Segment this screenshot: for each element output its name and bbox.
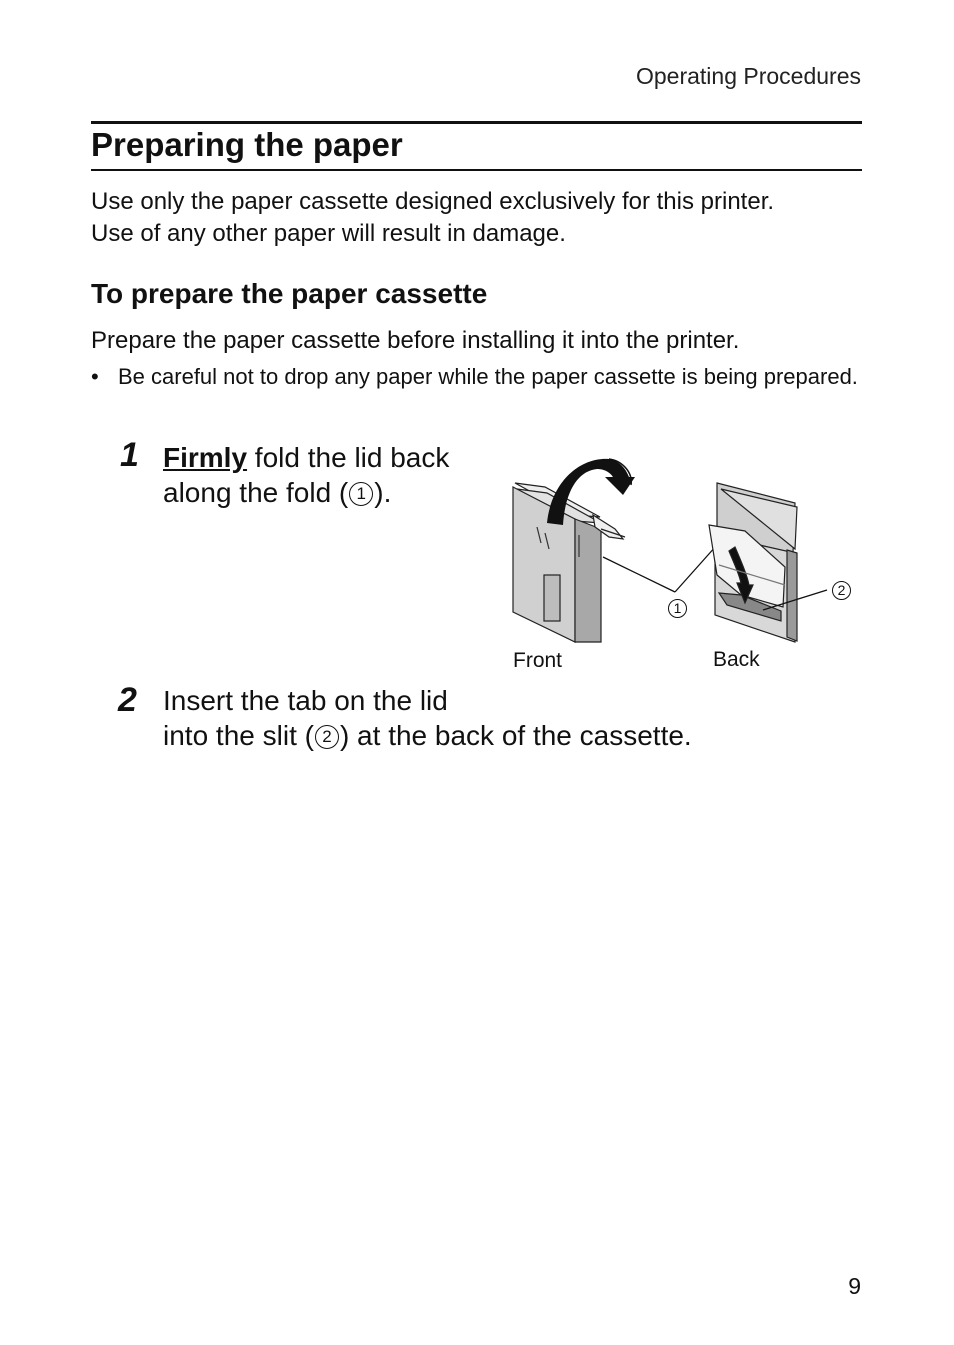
step-2-number: 2 <box>118 681 137 719</box>
bullet-icon: • <box>91 364 99 389</box>
figure-marker-1: 1 <box>668 599 687 618</box>
step-1-marker: 1 <box>349 482 373 506</box>
subsection-intro: Prepare the paper cassette before installing it into the printer. <box>91 327 740 354</box>
leader-line-1 <box>603 557 675 592</box>
running-header: Operating Procedures <box>635 63 861 89</box>
section-intro <box>91 186 881 250</box>
section-title: Preparing the paper <box>91 126 403 163</box>
cassette-illustration <box>505 445 865 680</box>
page-number: 9 <box>848 1273 861 1299</box>
step-1-text-part1: fold the lid back <box>247 442 450 473</box>
back-cassette-graphic <box>709 483 797 642</box>
step-1-number: 1 <box>120 436 139 474</box>
title-rule-bottom <box>91 169 862 171</box>
figure-marker-2: 2 <box>832 581 851 600</box>
back-label: Back <box>713 648 760 671</box>
step-2-text <box>163 683 863 753</box>
intro-line-1: Use only the paper cassette designed exclusively for this printer. <box>91 188 775 215</box>
step-2-text-part2: into the slit ( <box>163 720 314 751</box>
step-1-text-part3: ). <box>374 477 392 508</box>
bullet-text: Be careful not to drop any paper while the paper cassette is being prepared. <box>118 364 858 389</box>
front-cassette-graphic <box>513 483 625 642</box>
step-2-text-part1: Insert the tab on the lid <box>163 685 448 716</box>
step-1-text-part2: along the fold ( <box>163 477 349 508</box>
step-2-marker: 2 <box>315 725 339 749</box>
cassette-drawing <box>505 445 865 680</box>
intro-line-2: Use of any other paper will result in damage. <box>91 220 566 247</box>
front-label: Front <box>513 649 563 672</box>
step-1-emphasis: Firmly <box>163 442 248 473</box>
caution-bullet <box>91 360 871 393</box>
step-1-text <box>163 440 493 510</box>
subsection-title: To prepare the paper cassette <box>91 278 488 309</box>
step-2-text-part3: ) at the back of the cassette. <box>339 720 692 751</box>
